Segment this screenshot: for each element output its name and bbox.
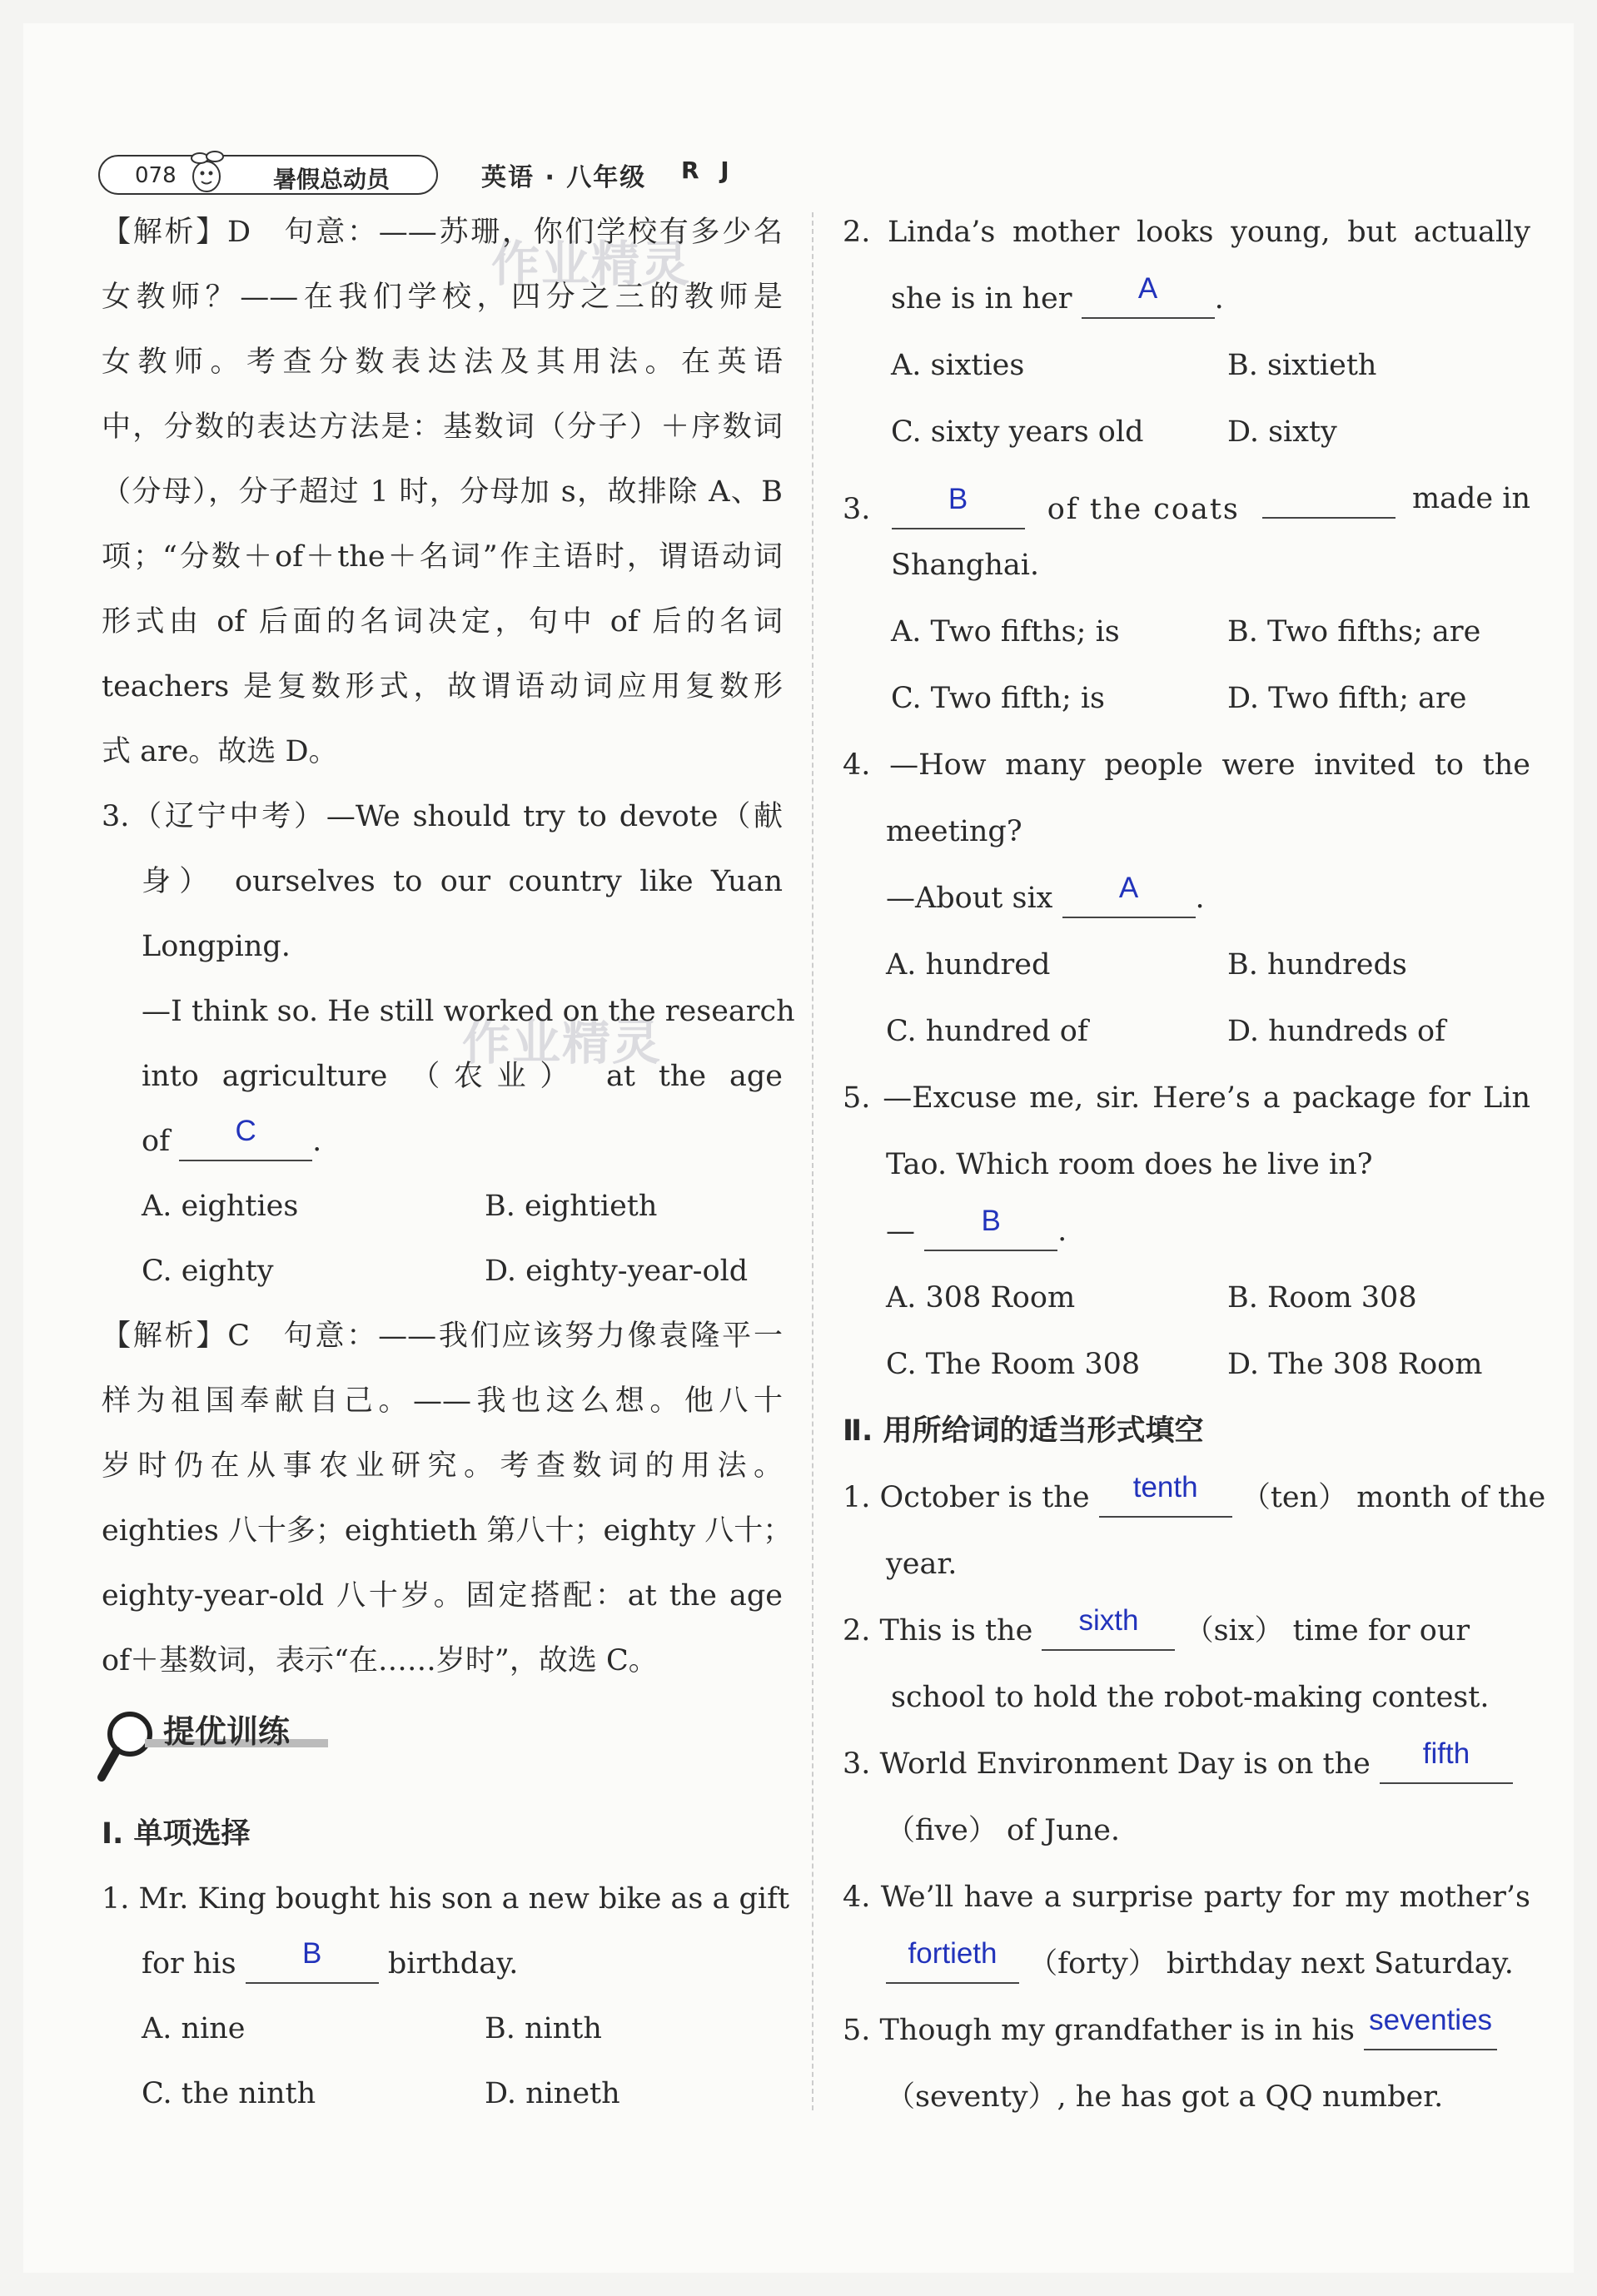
answer-blank [246, 1937, 379, 1984]
option-a: A. hundred [886, 948, 1051, 982]
subject-grade: 英语 · 八年级 [481, 163, 647, 192]
option-d: D. sixty [1227, 415, 1337, 449]
option-a: A. 308 Room [886, 1281, 1076, 1314]
answer-blank [1380, 1737, 1513, 1784]
option-b: B. sixtieth [1227, 349, 1377, 382]
analysis-line: teachers 是复数形式，故谓语动词应用复数形 [102, 670, 783, 703]
analysis-line: 女教师。考查分数表达法及其用法。在英语 [102, 345, 783, 379]
question-line: —About six A . [886, 878, 1205, 918]
analysis-line: of＋基数词，表示“在……岁时”，故选 C。 [102, 1644, 658, 1677]
option-a: A. eighties [142, 1190, 299, 1223]
analysis-line: 式 are。故选 D。 [102, 735, 338, 768]
question-line [843, 479, 1530, 529]
question-line: 身） ourselves to our country like Yuan [142, 865, 783, 898]
watermark: 作业精灵 [462, 1014, 663, 1071]
question-text: 2. This is the [843, 1614, 1033, 1647]
question-line [886, 1937, 1514, 1984]
answer-text: A [1118, 872, 1139, 904]
option-c: C. hundred of [886, 1015, 1088, 1048]
question-line [843, 1471, 1546, 1518]
question-line [843, 1737, 1530, 1784]
answer-text: B [981, 1205, 1001, 1237]
answer-blank-empty [1262, 479, 1396, 519]
question-number: 3. [843, 493, 871, 526]
option-d: D. Two fifth; are [1227, 682, 1467, 715]
option-d: D. nineth [485, 2077, 620, 2110]
edition-label: R J [681, 157, 736, 184]
question-text: （forty） birthday next Saturday. [1028, 1947, 1514, 1980]
question-line: 3.（辽宁中考）—We should try to devote（献 [102, 800, 783, 833]
option-c: C. The Room 308 [886, 1348, 1141, 1381]
question-line: Longping. [142, 930, 291, 963]
answer-blank [892, 483, 1025, 529]
option-b: B. eightieth [485, 1190, 658, 1223]
question-line: Tao. Which room does he live in? [886, 1148, 1373, 1181]
option-b: B. Two fifths; are [1227, 615, 1481, 649]
answer-blank [1082, 272, 1215, 319]
banner-title: 提优训练 [163, 1713, 291, 1750]
answer-blank [1099, 1471, 1232, 1518]
question-text: 1. October is the [843, 1481, 1090, 1514]
option-c: C. the ninth [142, 2077, 316, 2110]
question-line: year. [886, 1548, 958, 1581]
analysis-line: （分母），分子超过 1 时，分母加 s，故排除 A、B [102, 475, 783, 509]
answer-text: fifth [1422, 1737, 1470, 1770]
book-title: 暑假总动员 [273, 166, 391, 193]
option-b: B. ninth [485, 2012, 602, 2045]
option-c: C. sixty years old [891, 415, 1144, 449]
option-c: C. eighty [142, 1255, 274, 1288]
question-text: （six） time for our [1184, 1614, 1470, 1647]
option-a: A. nine [142, 2012, 246, 2045]
analysis-line: eighties 八十多；eightieth 第八十；eighty 八十； [102, 1514, 793, 1548]
option-a: A. sixties [891, 349, 1025, 382]
answer-text: tenth [1132, 1471, 1198, 1503]
section-title: Ⅰ. 单项选择 [102, 1817, 251, 1851]
page-number-pill [98, 155, 438, 195]
analysis-line: 【解析】D 句意：——苏珊，你们学校有多少名 [102, 216, 783, 249]
watermark: 作业精灵 [491, 236, 692, 292]
answer-blank [924, 1205, 1057, 1251]
question-line: 4. We’ll have a surprise party for my mother’s [843, 1881, 1530, 1914]
option-d: D. hundreds of [1227, 1015, 1446, 1048]
analysis-line: 女教师？——在我们学校，四分之三的教师是 [102, 281, 783, 314]
analysis-line: 中，分数的表达方法是：基数词（分子）＋序数词 [102, 410, 783, 444]
question-line: —I think so. He still worked on the research [142, 995, 795, 1028]
question-text: of [142, 1125, 171, 1158]
option-a: A. Two fifths; is [891, 615, 1120, 649]
option-b: B. Room 308 [1227, 1281, 1417, 1314]
question-line [843, 2004, 1530, 2050]
question-line: （five） of June. [886, 1814, 1121, 1847]
question-line [142, 1937, 519, 1984]
question-line: into agriculture （农业） at the age [142, 1060, 783, 1093]
page-header [98, 152, 1530, 201]
answer-text: fortieth [908, 1937, 998, 1970]
section-banner [97, 1702, 346, 1794]
question-text: she is in her [891, 282, 1072, 316]
answer-text: sixth [1078, 1604, 1139, 1637]
question-line: school to hold the robot-making contest. [891, 1681, 1490, 1714]
question-line: 2. Linda’s mother looks young, but actually [843, 216, 1530, 249]
question-line: 5. —Excuse me, sir. Here’s a package for Lin [843, 1081, 1530, 1115]
question-line: she is in her A . [891, 279, 1224, 319]
analysis-line: 形式由 of 后面的名词决定，句中 of 后的名词 [102, 605, 783, 639]
bee-mascot-icon [182, 147, 231, 198]
answer-blank [1062, 872, 1196, 918]
question-line: （seventy）, he has got a QQ number. [886, 2080, 1444, 2114]
question-line [843, 1604, 1530, 1651]
answer-text: B [302, 1937, 322, 1970]
option-c: C. Two fifth; is [891, 682, 1106, 715]
analysis-line: eighty-year-old 八十岁。固定搭配：at the age [102, 1579, 783, 1613]
analysis-line: 项；“分数＋of＋the＋名词”作主语时，谓语动词 [102, 540, 783, 574]
analysis-line: 岁时仍在从事农业研究。考查数词的用法。 [102, 1449, 783, 1483]
analysis-line: 【解析】C 句意：——我们应该努力像袁隆平一 [102, 1319, 783, 1353]
answer-blank [179, 1115, 312, 1161]
answer-blank [886, 1937, 1019, 1984]
option-b: B. hundreds [1227, 948, 1407, 982]
answer-blank [1042, 1604, 1175, 1651]
question-text: 3. World Environment Day is on the [843, 1747, 1371, 1781]
question-line: Shanghai. [891, 549, 1040, 582]
answer-text: B [948, 483, 968, 515]
question-text: — [886, 1215, 915, 1248]
question-line: meeting? [886, 815, 1022, 848]
question-text: （ten） month of the [1241, 1481, 1546, 1514]
question-line: — B . [886, 1211, 1067, 1251]
question-text: —About six [886, 882, 1053, 915]
answer-blank [1364, 2004, 1497, 2050]
question-text: birthday. [387, 1947, 519, 1980]
section-title: Ⅱ. 用所给词的适当形式填空 [843, 1414, 1204, 1448]
analysis-line: 样为祖国奉献自己。——我也这么想。他八十 [102, 1384, 783, 1418]
question-text: of the coats [1047, 493, 1240, 526]
question-line: of C . [142, 1121, 321, 1161]
answer-text: C [235, 1115, 256, 1147]
column-divider [812, 212, 813, 2110]
answer-text: seventies [1369, 2004, 1493, 2036]
question-text: made in [1411, 482, 1530, 515]
question-text: 5. Though my grandfather is in his [843, 2014, 1355, 2047]
option-d: D. The 308 Room [1227, 1348, 1483, 1381]
question-text: for his [142, 1947, 236, 1980]
option-d: D. eighty-year-old [485, 1255, 749, 1288]
page-number: 078 [135, 163, 177, 188]
question-line: 4. —How many people were invited to the [843, 748, 1530, 782]
answer-text: A [1137, 272, 1158, 305]
question-line: 1. Mr. King bought his son a new bike as a gift [102, 1882, 790, 1916]
